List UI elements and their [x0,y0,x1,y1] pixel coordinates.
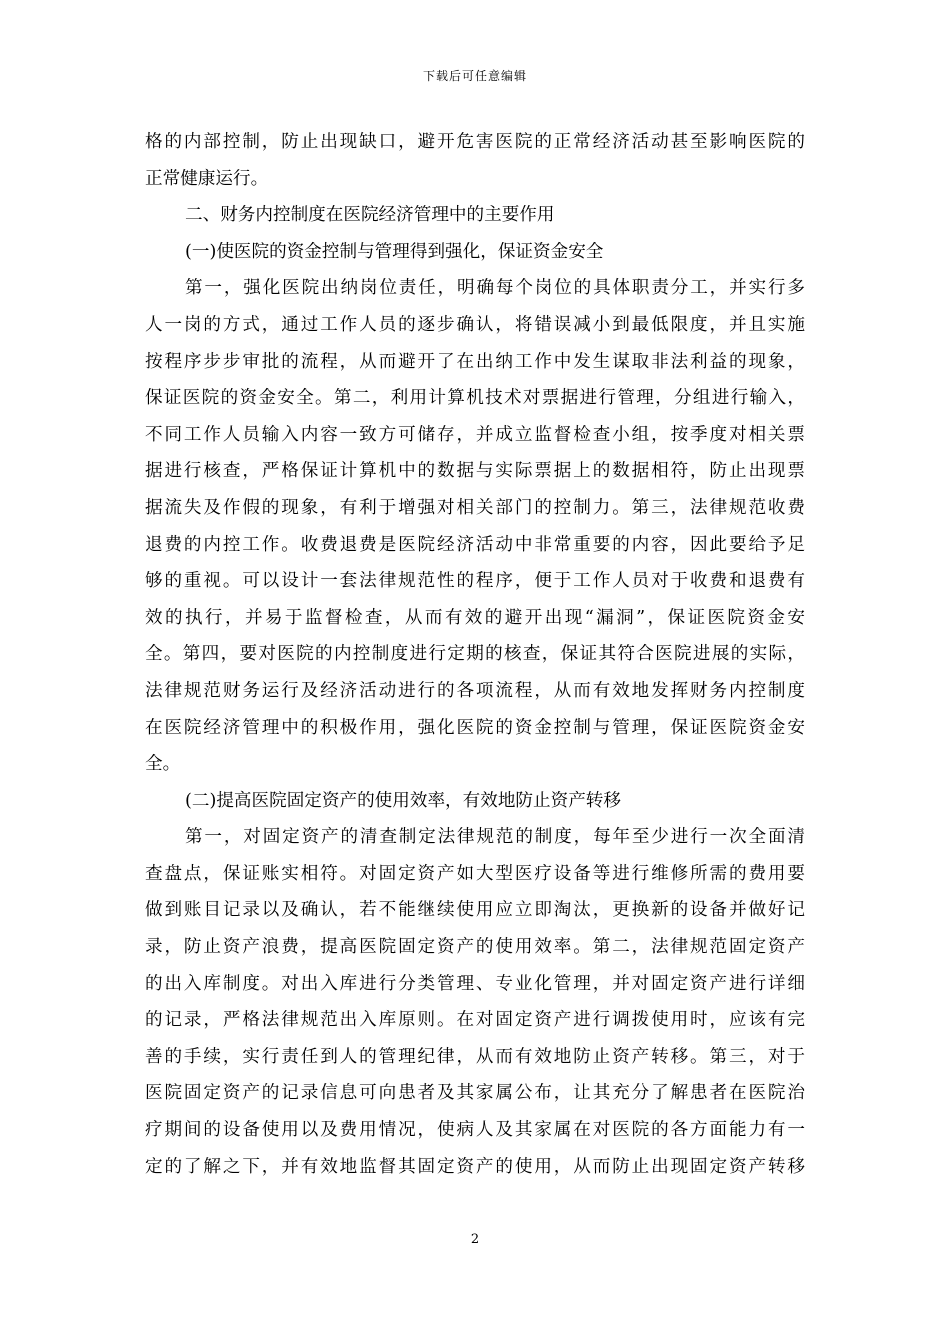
text-line: 保证医院的资金安全。第二，利用计算机技术对票据进行管理，分组进行输入， [145,388,805,409]
text-line: 疗期间的设备使用以及费用情况，使病人及其家属在对医院的各方面能力有一 [145,1120,805,1141]
text-line: 在医院经济管理中的积极作用，强化医院的资金控制与管理，保证医院资金安 [145,717,805,738]
text-line: 录，防止资产浪费，提高医院固定资产的使用效率。第二，法律规范固定资产 [145,937,805,958]
page-header: 下载后可任意编辑 [422,69,527,83]
text-line: 够的重视。可以设计一套法律规范性的程序，便于工作人员对于收费和退费有 [145,571,805,592]
text-line: 效的执行，并易于监督检查，从而有效的避开出现“漏洞”，保证医院资金安 [145,607,805,628]
text-line: 法律规范财务运行及经济活动进行的各项流程，从而有效地发挥财务内控制度 [145,680,805,701]
text-line: 不同工作人员输入内容一致方可储存，并成立监督检查小组，按季度对相关票 [145,424,805,445]
text-line: 善的手续，实行责任到人的管理纪律，从而有效地防止资产转移。第三，对于 [145,1046,805,1067]
text-line: 据流失及作假的现象，有利于增强对相关部门的控制力。第三，法律规范收费 [145,497,805,518]
text-line: 第一，对固定资产的清查制定法律规范的制度，每年至少进行一次全面清 [185,827,805,848]
text-line: 的出入库制度。对出入库进行分类管理、专业化管理，并对固定资产进行详细 [145,973,805,994]
text-line: 第一，强化医院出纳岗位责任，明确每个岗位的具体职责分工，并实行多 [185,278,805,299]
text-line: 按程序步步审批的流程，从而避开了在出纳工作中发生谋取非法利益的现象， [145,351,805,372]
text-line: 退费的内控工作。收费退费是医院经济活动中非常重要的内容，因此要给予足 [145,534,805,555]
text-line: 全。 [145,754,181,775]
text-line: 做到账目记录以及确认，若不能继续使用应立即淘汰，更换新的设备并做好记 [145,900,805,921]
text-line: 查盘点，保证账实相符。对固定资产如大型医疗设备等进行维修所需的费用要 [145,863,805,884]
text-line: 定的了解之下，并有效地监督其固定资产的使用，从而防止出现固定资产转移 [145,1156,805,1177]
text-line: 据进行核查，严格保证计算机中的数据与实际票据上的数据相符，防止出现票 [145,461,805,482]
text-line: 医院固定资产的记录信息可向患者及其家属公布，让其充分了解患者在医院治 [145,1083,805,1104]
section-heading: 二、财务内控制度在医院经济管理中的主要作用 [185,205,555,226]
document-body [145,124,805,1185]
text-line: 格的内部控制，防止出现缺口，避开危害医院的正常经济活动甚至影响医院的 [145,132,805,152]
text-line: 全。第四，要对医院的内控制度进行定期的核查，保证其符合医院进展的实际， [145,644,805,665]
text-line: 的记录，严格法律规范出入库原则。在对固定资产进行调拨使用时，应该有完 [145,1010,805,1031]
page-number: 2 [470,1232,480,1247]
subsection-heading: (一)使医院的资金控制与管理得到强化，保证资金安全 [185,241,604,262]
subsection-heading: (二)提高医院固定资产的使用效率，有效地防止资产转移 [185,790,621,811]
text-line: 正常健康运行。 [145,168,269,189]
text-line: 人一岗的方式，通过工作人员的逐步确认，将错误减小到最低限度，并且实施 [145,314,805,335]
